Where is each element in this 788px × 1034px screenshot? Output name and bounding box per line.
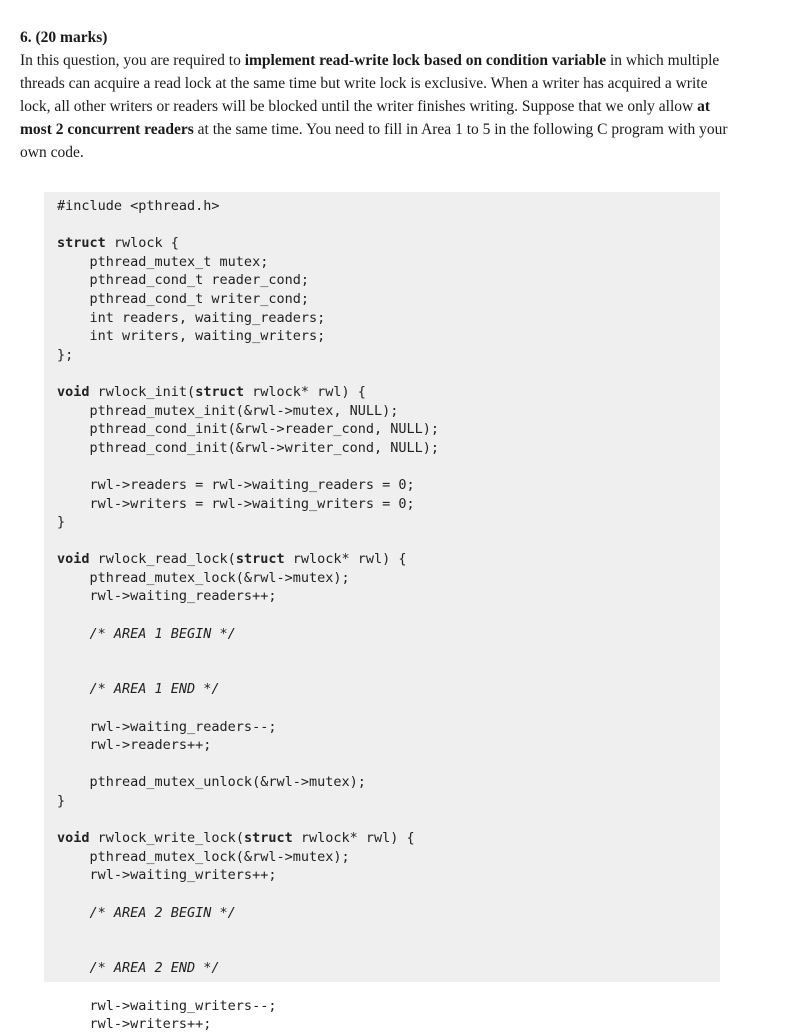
code-line: pthread_mutex_lock(&rwl->mutex); (57, 848, 350, 865)
code-line: /* AREA 1 BEGIN */ (89, 625, 236, 642)
code-line: /* AREA 2 BEGIN */ (89, 904, 236, 921)
code-line: rwl->writers++; (57, 1016, 212, 1033)
code-listing (57, 197, 439, 1034)
code-line: pthread_mutex_init(&rwl->mutex, NULL); (57, 402, 399, 419)
code-line: rwl->readers = rwl->waiting_readers = 0; (57, 476, 415, 493)
code-line: int writers, waiting_writers; (57, 328, 326, 345)
question-text-part: at the same time. You need to fill in Area 1 to 5 in the following C program with your own code. (20, 121, 728, 161)
code-line (57, 662, 439, 681)
code-line: } (57, 514, 66, 531)
code-line: struct rwlock { (57, 235, 179, 252)
question-text-emphasis: at most 2 concurrent readers (20, 98, 711, 138)
code-line: pthread_mutex_unlock(&rwl->mutex); (57, 774, 366, 791)
code-line: #include <pthread.h> (57, 198, 220, 214)
code-line: rwl->waiting_writers--; (57, 997, 277, 1014)
code-line (57, 364, 439, 383)
code-line: rwl->writers = rwl->waiting_writers = 0; (57, 495, 415, 512)
code-line: /* AREA 2 END */ (89, 960, 220, 977)
code-line: pthread_cond_t reader_cond; (57, 272, 309, 289)
code-line: rwl->waiting_readers++; (57, 588, 277, 605)
code-line (57, 885, 439, 904)
code-line (57, 922, 439, 941)
code-line (57, 941, 439, 960)
code-line: /* AREA 1 END */ (89, 681, 220, 698)
question-title: 6. (20 marks) (20, 29, 108, 46)
code-line (57, 755, 439, 774)
code-line (57, 978, 439, 997)
code-line: pthread_mutex_t mutex; (57, 253, 269, 270)
code-line (57, 457, 439, 476)
code-line: pthread_mutex_lock(&rwl->mutex); (57, 569, 350, 586)
code-line: int readers, waiting_readers; (57, 309, 326, 326)
question-text-part: in which multiple threads can acquire a read lock at the same time but write lock is exclusive. When a writer has acquired a write lock, all other writers or readers will be blocked until the writer finishes writing. Suppose that we only allow (20, 52, 720, 115)
code-line: pthread_cond_t writer_cond; (57, 290, 309, 307)
code-line (57, 811, 439, 830)
code-line (57, 643, 439, 662)
code-line: rwl->readers++; (57, 737, 212, 754)
code-line: } (57, 793, 66, 809)
question-text (20, 49, 740, 164)
code-line: }; (57, 346, 74, 363)
code-line (57, 216, 439, 235)
code-line: rwl->waiting_readers--; (57, 718, 277, 735)
code-line (57, 699, 439, 718)
code-line (57, 532, 439, 551)
code-line: rwl->waiting_writers++; (57, 867, 277, 884)
code-line (57, 606, 439, 625)
question-text-part: In this question, you are required to (20, 52, 245, 69)
question-text-emphasis: implement read-write lock based on condition variable (244, 52, 607, 69)
question-header (20, 26, 740, 164)
code-line: void rwlock_write_lock(struct rwlock* rwl) { (57, 830, 415, 847)
code-line: void rwlock_read_lock(struct rwlock* rwl) { (57, 551, 407, 568)
code-line: void rwlock_init(struct rwlock* rwl) { (57, 383, 366, 400)
code-line: pthread_cond_init(&rwl->writer_cond, NULL); (57, 439, 440, 456)
code-line: pthread_cond_init(&rwl->reader_cond, NULL); (57, 421, 440, 438)
